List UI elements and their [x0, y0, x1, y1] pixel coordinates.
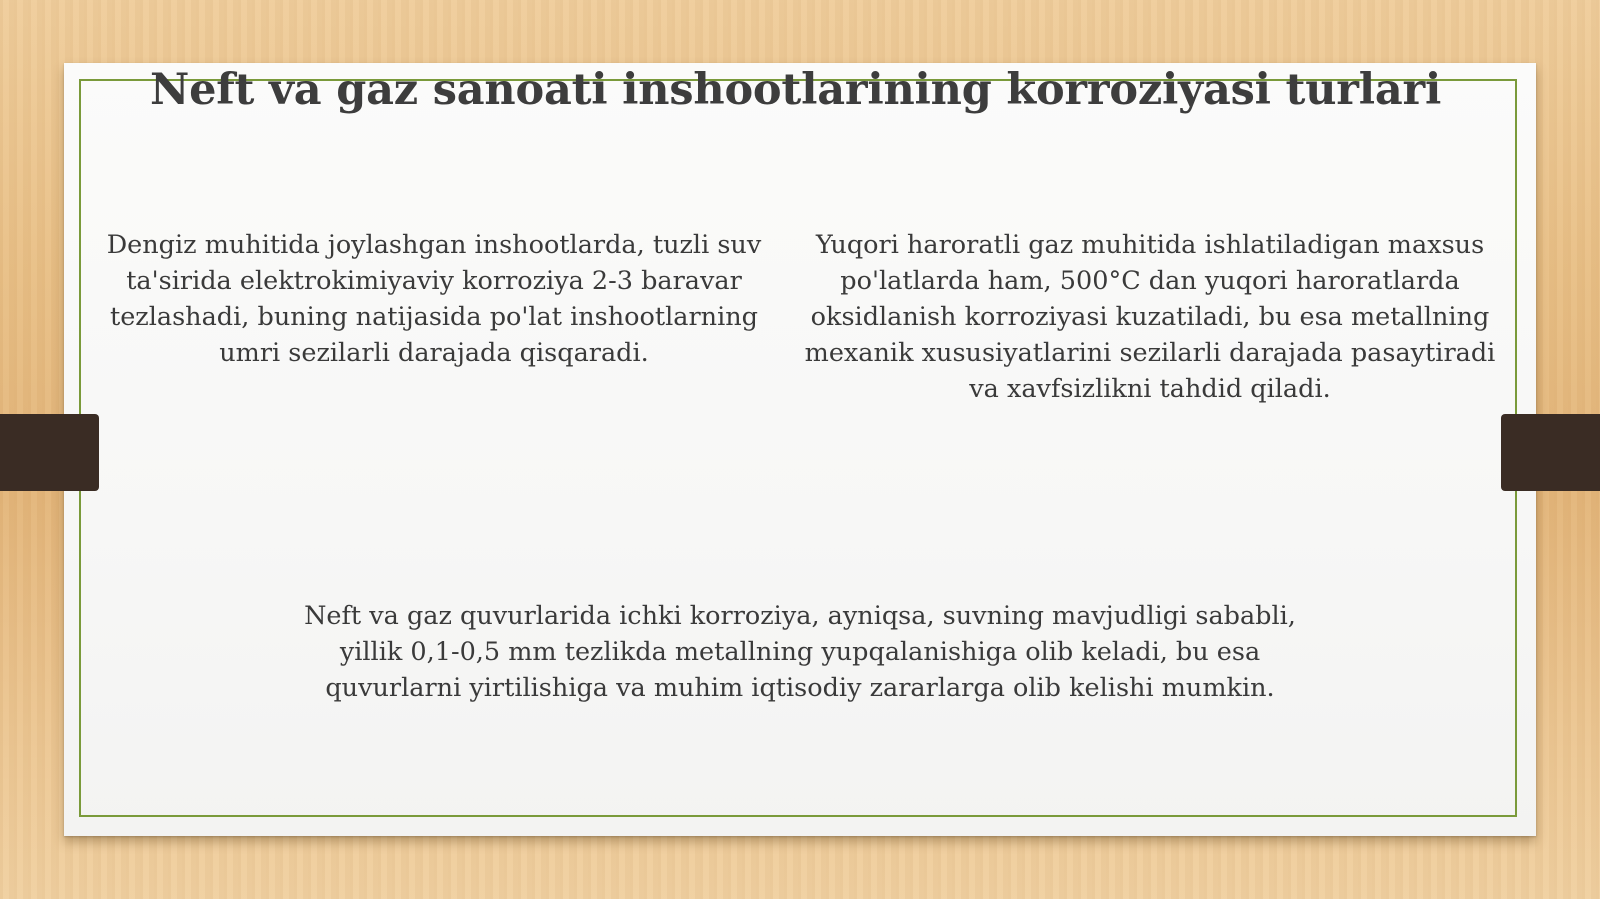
paragraph-pipeline-internal-corrosion: Neft va gaz quvurlarida ichki korroziya, ayniqsa, suvning mavjudligi sababli, yillik 0,1-0,5 mm tezlikda metallning yupqalanishiga olib keladi, bu esa quvurlarni yirtilishiga va muhim iqtisodiy zararlarga olib kelishi mumkin.: [304, 601, 1296, 703]
slide-title: Neft va gaz sanoati inshootlarining korroziyasi turlari: [150, 65, 1442, 115]
paragraph-marine-corrosion: Dengiz muhitida joylashgan inshootlarda, tuzli suv ta'sirida elektrokimiyaviy korroziya 2-3 baravar tezlashadi, buning natijasida po'lat inshootlarning umri sezilarli darajada qisqaradi.: [106, 230, 762, 368]
slide-frame-border: [79, 79, 1517, 817]
right-side-tab: [1501, 414, 1600, 491]
paragraph-high-temperature-oxidation: Yuqori haroratli gaz muhitida ishlatiladigan maxsus po'latlarda ham, 500°C dan yuqori haroratlarda oksidlanish korroziyasi kuzatiladi, bu esa metallning mexanik xususiyatlarini sezilarli darajada pasaytiradi va xavfsizlikni tahdid qiladi.: [804, 230, 1496, 404]
left-side-tab: [0, 414, 99, 491]
